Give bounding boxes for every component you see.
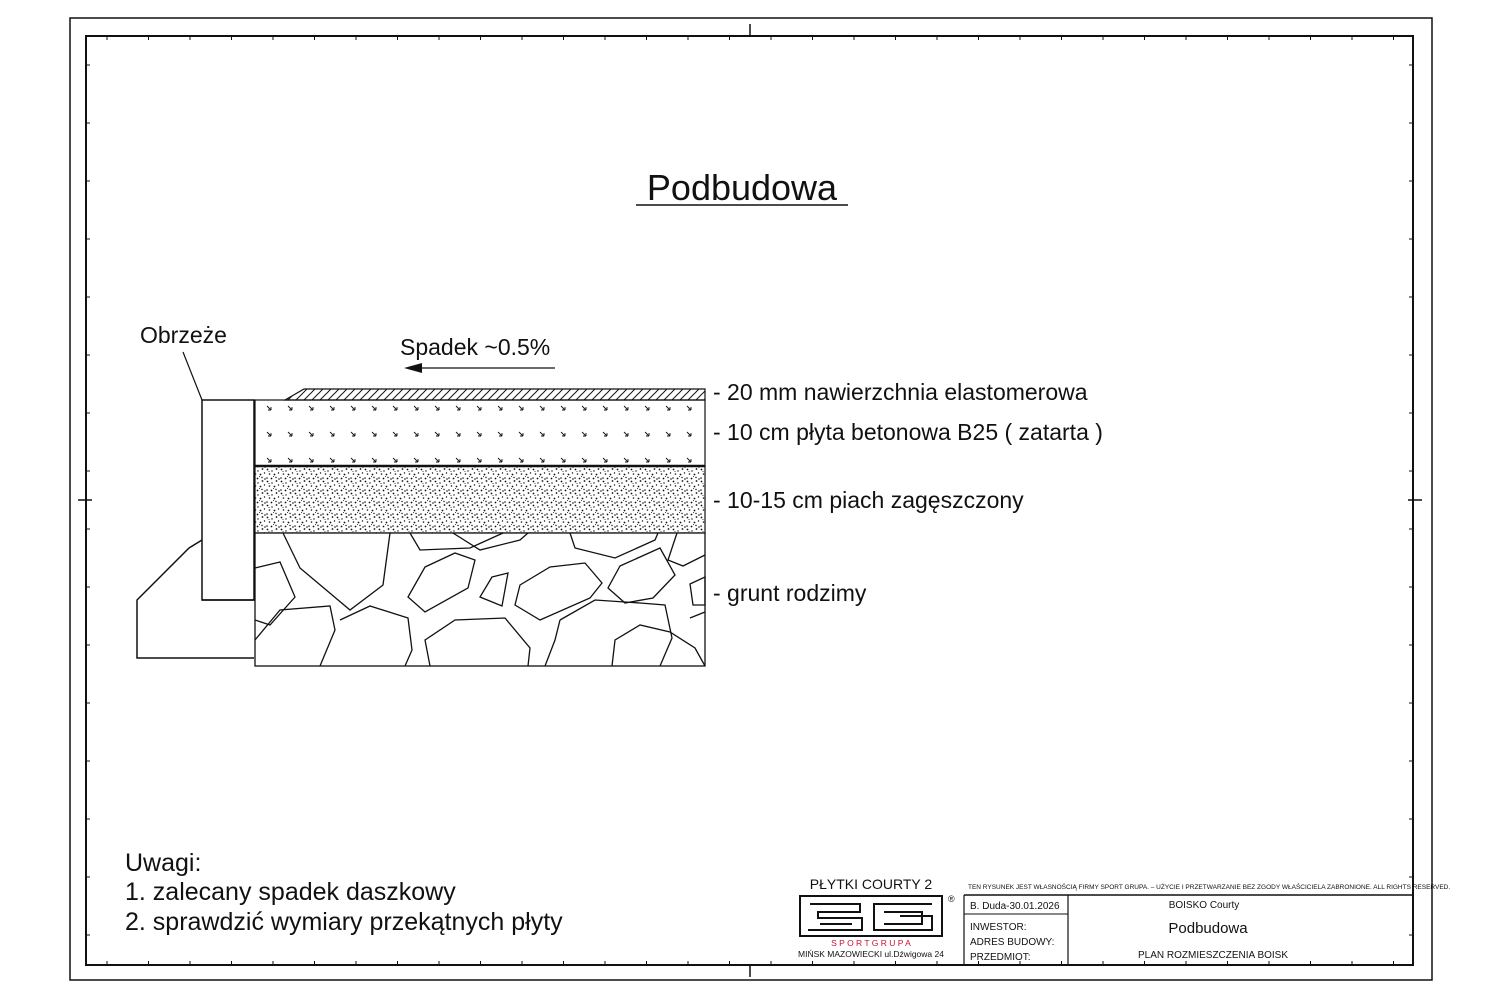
investor-label: INWESTOR: xyxy=(970,922,1027,933)
drawing-name: Podbudowa xyxy=(1168,920,1248,937)
layer-elastomer-surface xyxy=(285,389,705,400)
author-date: B. Duda-30.01.2026 xyxy=(970,901,1060,912)
layer1-label: - 20 mm nawierzchnia elastomerowa xyxy=(713,379,1088,405)
curb-leader-line xyxy=(183,352,202,400)
note-item-1: 1. zalecany spadek daszkowy xyxy=(125,878,456,906)
slope-arrowhead-icon xyxy=(404,363,422,373)
layer-native-soil xyxy=(255,533,705,666)
company-address: MIŃSK MAZOWIECKI ul.Dźwigowa 24 xyxy=(798,949,944,959)
plan-name: PLAN ROZMIESZCZENIA BOISK xyxy=(1137,950,1289,961)
brand-name: S P O R T G R U P A xyxy=(831,938,911,948)
subject-label: PRZEDMIOT: xyxy=(970,952,1031,963)
layer-concrete-slab xyxy=(255,400,705,466)
product-name: PŁYTKI COURTY 2 xyxy=(809,876,933,892)
drawing-title: Podbudowa xyxy=(646,167,838,208)
sport-grupa-logo-icon xyxy=(800,896,942,936)
site-address-label: ADRES BUDOWY: xyxy=(970,937,1055,948)
layer2-label: - 10 cm płyta betonowa B25 ( zatarta ) xyxy=(713,419,1103,445)
layer-compacted-sand xyxy=(255,466,705,533)
slope-label: Spadek ~0.5% xyxy=(400,334,551,360)
project-name: BOISKO Courty xyxy=(1168,900,1240,911)
layer4-label: - grunt rodzimy xyxy=(713,580,867,606)
curb-label: Obrzeże xyxy=(140,322,227,348)
registered-mark: ® xyxy=(948,894,955,904)
notes-heading: Uwagi: xyxy=(125,849,202,877)
curb-section xyxy=(137,400,254,658)
layer3-label: - 10-15 cm piach zagęszczony xyxy=(713,487,1024,513)
note-item-2: 2. sprawdzić wymiary przekątnych płyty xyxy=(125,908,563,936)
copyright-notice: TEN RYSUNEK JEST WŁASNOŚCIĄ FIRMY SPORT GRUPA. – UŻYCIE I PRZETWARZANIE BEZ ZGODY WŁAŚCICIELA ZABRONIONE. ALL RIGHTS RESERVED. xyxy=(968,884,1451,891)
